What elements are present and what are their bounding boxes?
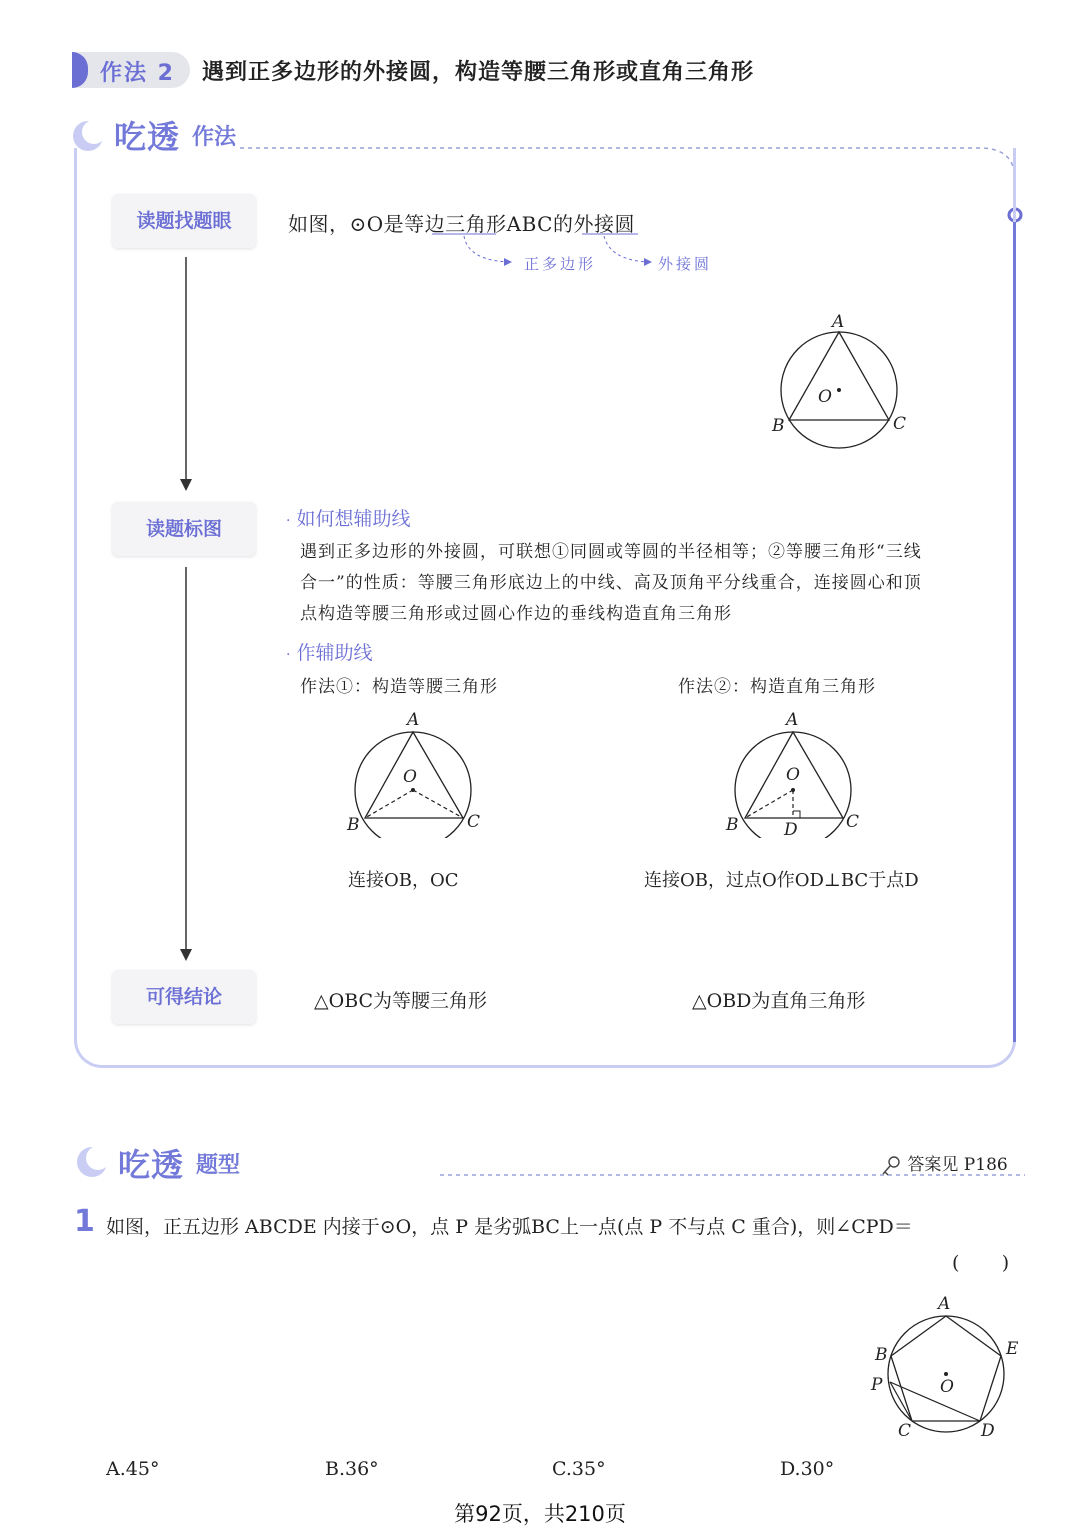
method-tag-label: 作法 2 xyxy=(100,61,175,86)
think-body xyxy=(300,537,1010,630)
section2-header-big: 吃透 xyxy=(118,1146,185,1184)
method2-caption: 连接OB，过点O作OD⊥BC于点D xyxy=(644,870,919,891)
m2-label-A: A xyxy=(786,710,799,730)
problem-intro-text: 如图，⊙O是等边三角形ABC的外接圆 xyxy=(288,212,635,236)
label-A: A xyxy=(832,312,845,332)
q-label-E: E xyxy=(1006,1339,1019,1359)
aux-heading-text: 作辅助线 xyxy=(296,642,373,664)
m2-label-D: D xyxy=(784,820,798,840)
choice-d[interactable]: D.30° xyxy=(780,1458,835,1480)
step-conclusion: 可得结论 xyxy=(112,970,256,1024)
annotation-regular-polygon: 正多边形 xyxy=(524,255,597,273)
question-number: 1 xyxy=(74,1204,95,1239)
section2-header-small: 题型 xyxy=(196,1153,241,1178)
arrow-down-icon xyxy=(176,255,196,495)
q-label-P: P xyxy=(871,1375,883,1395)
answer-paren: ( ) xyxy=(952,1252,1010,1274)
think-line: 合一”的性质：等腰三角形底边上的中线、高及顶角平分线重合，连接圆心和顶 xyxy=(300,573,922,593)
m1-label-B: B xyxy=(347,815,360,835)
label-B: B xyxy=(772,416,785,436)
m2-label-B: B xyxy=(726,815,739,835)
tag-marker xyxy=(72,52,88,88)
think-line: 遇到正多边形的外接圆，可联想①同圆或等圆的半径相等；②等腰三角形“三线 xyxy=(300,542,922,562)
frame-right-accent xyxy=(1013,222,1016,1042)
choice-b[interactable]: B.36° xyxy=(325,1458,379,1480)
method-title: 遇到正多边形的外接圆，构造等腰三角形或直角三角形 xyxy=(202,60,755,85)
page-footer: 第92页，共210页 xyxy=(454,1502,626,1526)
step-find-key: 读题找题眼 xyxy=(112,194,256,248)
section-header-big: 吃透 xyxy=(114,118,181,156)
method1-caption: 连接OB，OC xyxy=(348,870,459,891)
method-tag xyxy=(72,52,190,88)
arrow-down-icon xyxy=(176,565,196,965)
method2-title: 作法②：构造直角三角形 xyxy=(678,677,876,697)
method1-conclusion: △OBC为等腰三角形 xyxy=(314,990,488,1012)
step-mark-figure: 读题标图 xyxy=(112,502,256,556)
think-heading: · 如何想辅助线 xyxy=(286,508,411,530)
m1-label-A: A xyxy=(407,710,420,730)
q-label-A: A xyxy=(938,1294,951,1314)
think-heading-text: 如何想辅助线 xyxy=(296,508,411,530)
q-label-C: C xyxy=(898,1421,912,1441)
label-C: C xyxy=(893,414,907,434)
annotation-circumcircle: 外接圆 xyxy=(658,255,713,273)
label-O: O xyxy=(818,387,832,407)
method1-title: 作法①：构造等腰三角形 xyxy=(300,677,498,697)
choice-c[interactable]: C.35° xyxy=(552,1458,606,1480)
m2-label-C: C xyxy=(846,812,860,832)
think-line: 点构造等腰三角形或过圆心作边的垂线构造直角三角形 xyxy=(300,604,732,624)
figure-pentagon xyxy=(870,1300,1030,1440)
moon-icon xyxy=(74,1142,114,1182)
aux-heading: · 作辅助线 xyxy=(286,642,373,664)
answer-reference xyxy=(880,1150,1008,1177)
key-icon xyxy=(880,1155,902,1177)
m1-label-O: O xyxy=(403,767,417,787)
m2-label-O: O xyxy=(786,765,800,785)
question-text: 如图，正五边形 ABCDE 内接于⊙O，点 P 是劣弧BC上一点(点 P 不与点 C 重合)，则∠CPD＝ xyxy=(106,1216,913,1238)
q-label-D: D xyxy=(981,1421,995,1441)
section-header-small: 作法 xyxy=(192,125,237,150)
method2-conclusion: △OBD为直角三角形 xyxy=(692,990,866,1012)
q-label-B: B xyxy=(875,1345,888,1365)
m1-label-C: C xyxy=(467,812,481,832)
answer-reference-text: 答案见 P186 xyxy=(907,1155,1008,1175)
choice-a[interactable]: A.45° xyxy=(106,1458,160,1480)
q-label-O: O xyxy=(940,1377,954,1397)
